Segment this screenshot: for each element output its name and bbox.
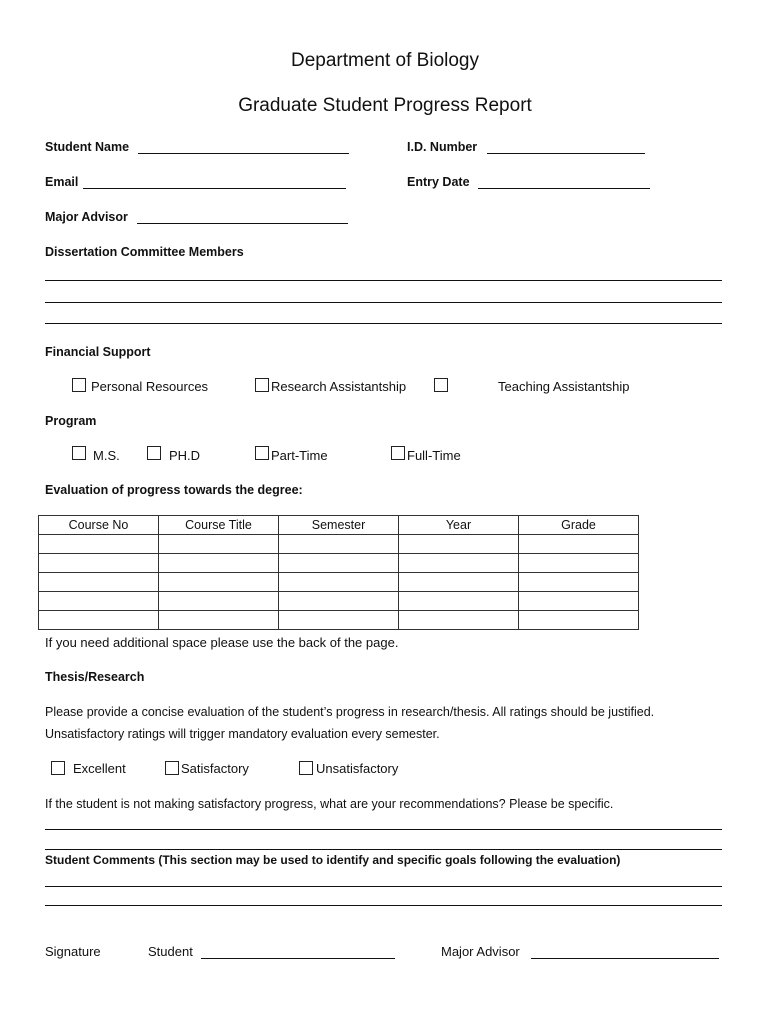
teaching-assistantship-checkbox[interactable] xyxy=(434,378,448,392)
program-heading: Program xyxy=(45,414,97,428)
student-signature-field[interactable] xyxy=(201,958,395,959)
email-field[interactable] xyxy=(83,188,346,189)
column-header-course-title: Course Title xyxy=(159,516,279,535)
evaluation-heading: Evaluation of progress towards the degree: xyxy=(45,483,303,497)
table-cell[interactable] xyxy=(399,535,519,554)
table-cell[interactable] xyxy=(39,535,159,554)
advisor-signature-label: Major Advisor xyxy=(441,944,520,959)
table-cell[interactable] xyxy=(159,535,279,554)
personal-resources-checkbox[interactable] xyxy=(72,378,86,392)
advisor-signature-field[interactable] xyxy=(531,958,719,959)
table-cell[interactable] xyxy=(519,573,639,592)
table-cell[interactable] xyxy=(399,611,519,630)
table-cell[interactable] xyxy=(399,592,519,611)
financial-support-heading: Financial Support xyxy=(45,345,151,359)
major-advisor-field[interactable] xyxy=(137,223,348,224)
committee-line-1[interactable] xyxy=(45,280,722,281)
research-assistantship-label: Research Assistantship xyxy=(271,379,407,394)
column-header-semester: Semester xyxy=(279,516,399,535)
table-cell[interactable] xyxy=(279,573,399,592)
part-time-label: Part-Time xyxy=(271,448,328,463)
unsatisfactory-label: Unsatisfactory xyxy=(316,761,399,776)
thesis-instructions-line-2: Unsatisfactory ratings will trigger mandatory evaluation every semester. xyxy=(45,727,440,741)
excellent-label: Excellent xyxy=(73,761,126,776)
table-cell[interactable] xyxy=(399,573,519,592)
table-cell[interactable] xyxy=(279,611,399,630)
table-cell[interactable] xyxy=(279,535,399,554)
column-header-grade: Grade xyxy=(519,516,639,535)
table-cell[interactable] xyxy=(519,554,639,573)
table-cell[interactable] xyxy=(519,611,639,630)
column-header-year: Year xyxy=(399,516,519,535)
table-cell[interactable] xyxy=(39,611,159,630)
comments-line-2[interactable] xyxy=(45,905,722,906)
phd-checkbox[interactable] xyxy=(147,446,161,460)
table-cell[interactable] xyxy=(519,592,639,611)
full-time-checkbox[interactable] xyxy=(391,446,405,460)
table-cell[interactable] xyxy=(39,573,159,592)
table-cell[interactable] xyxy=(399,554,519,573)
course-table xyxy=(38,515,639,630)
table-cell[interactable] xyxy=(39,592,159,611)
id-number-field[interactable] xyxy=(487,153,645,154)
personal-resources-label: Personal Resources xyxy=(91,379,209,394)
research-assistantship-checkbox[interactable] xyxy=(255,378,269,392)
table-cell[interactable] xyxy=(159,573,279,592)
committee-line-2[interactable] xyxy=(45,302,722,303)
unsatisfactory-checkbox[interactable] xyxy=(299,761,313,775)
table-row xyxy=(39,554,639,573)
signature-label: Signature xyxy=(45,944,101,959)
recommendation-line[interactable] xyxy=(45,829,722,830)
student-signature-label: Student xyxy=(148,944,193,959)
table-cell[interactable] xyxy=(159,592,279,611)
committee-line-3[interactable] xyxy=(45,323,722,324)
table-cell[interactable] xyxy=(279,592,399,611)
table-row xyxy=(39,535,639,554)
table-cell[interactable] xyxy=(159,554,279,573)
student-comments-heading: Student Comments (This section may be used to identify and specific goals following the evaluation) xyxy=(45,853,621,867)
table-cell[interactable] xyxy=(279,554,399,573)
table-cell[interactable] xyxy=(519,535,639,554)
ms-checkbox[interactable] xyxy=(72,446,86,460)
id-number-label: I.D. Number xyxy=(407,140,478,154)
table-header-row xyxy=(39,516,639,535)
table-row xyxy=(39,573,639,592)
entry-date-field[interactable] xyxy=(478,188,650,189)
recommendation-prompt: If the student is not making satisfactory progress, what are your recommendations? Please be specific. xyxy=(45,797,614,811)
part-time-checkbox[interactable] xyxy=(255,446,269,460)
table-row xyxy=(39,611,639,630)
ms-label: M.S. xyxy=(93,448,120,463)
section-divider xyxy=(45,849,722,850)
major-advisor-label: Major Advisor xyxy=(45,210,128,224)
thesis-heading: Thesis/Research xyxy=(45,670,145,684)
report-title: Graduate Student Progress Report xyxy=(238,95,532,116)
satisfactory-label: Satisfactory xyxy=(181,761,249,776)
student-name-field[interactable] xyxy=(138,153,349,154)
satisfactory-checkbox[interactable] xyxy=(165,761,179,775)
department-title: Department of Biology xyxy=(291,50,479,71)
table-cell[interactable] xyxy=(159,611,279,630)
additional-space-note: If you need additional space please use the back of the page. xyxy=(45,635,399,650)
column-header-course-no: Course No xyxy=(39,516,159,535)
committee-members-label: Dissertation Committee Members xyxy=(45,245,244,259)
student-name-label: Student Name xyxy=(45,140,130,154)
comments-line-1[interactable] xyxy=(45,886,722,887)
email-label: Email xyxy=(45,175,79,189)
thesis-instructions-line-1: Please provide a concise evaluation of the student’s progress in research/thesis. All ratings should be justified. xyxy=(45,705,655,719)
teaching-assistantship-label: Teaching Assistantship xyxy=(498,379,630,394)
entry-date-label: Entry Date xyxy=(407,175,470,189)
table-row xyxy=(39,592,639,611)
excellent-checkbox[interactable] xyxy=(51,761,65,775)
full-time-label: Full-Time xyxy=(407,448,461,463)
table-cell[interactable] xyxy=(39,554,159,573)
phd-label: PH.D xyxy=(169,448,201,463)
